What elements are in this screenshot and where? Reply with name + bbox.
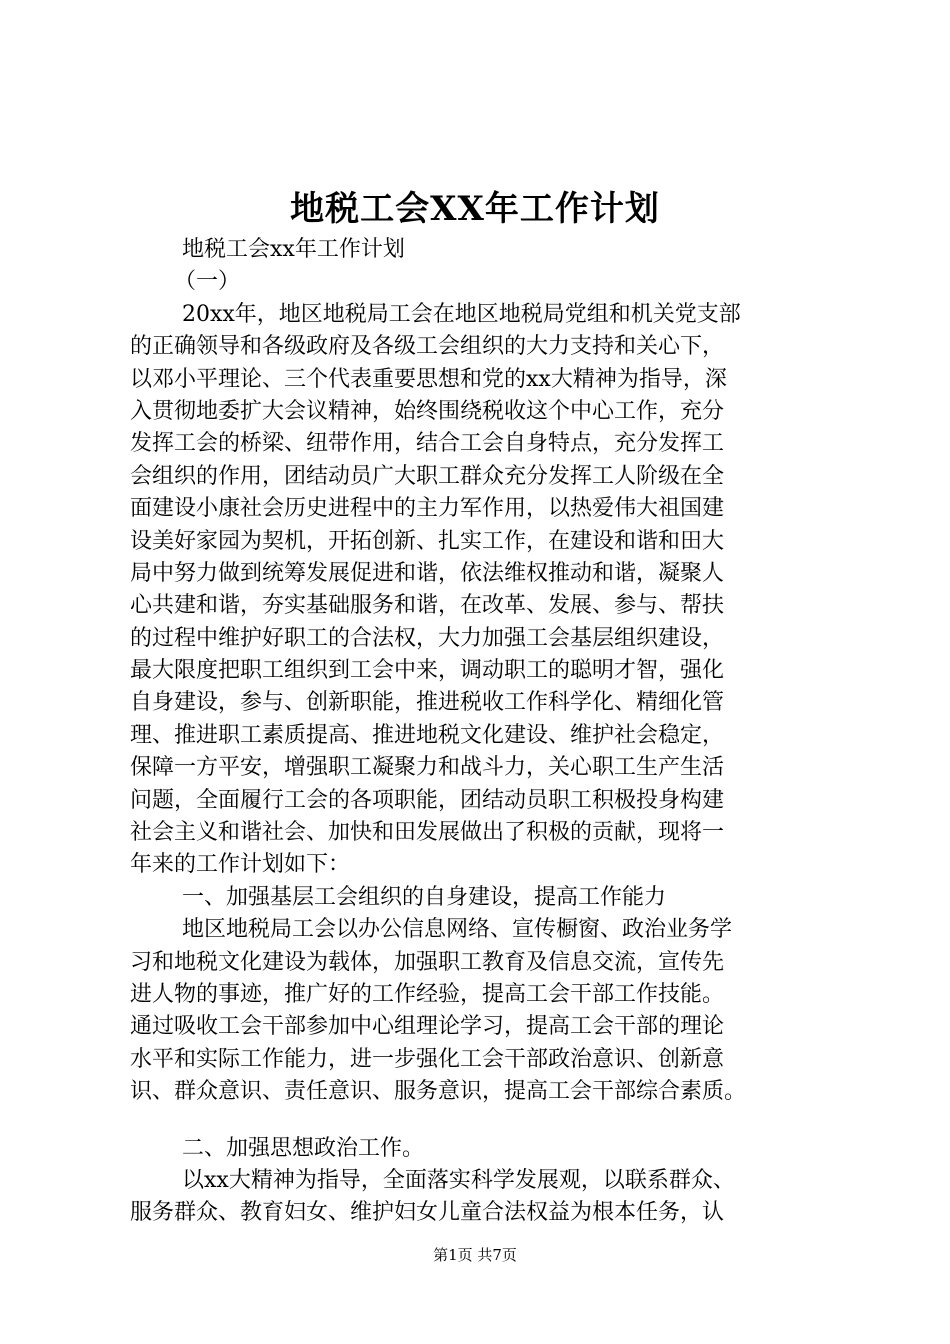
section-heading-2: 二、加强思想政治工作。 [182,1135,425,1161]
paragraph-line: 20xx年，地区地税局工会在地区地税局党组和机关党支部 [182,301,741,327]
paragraph-line: 的正确领导和各级政府及各级工会组织的大力支持和关心下， [130,334,725,360]
paragraph-line: 以xx大精神为指导，全面落实科学发展观，以联系群众、 [182,1167,735,1193]
document-subtitle: 地税工会xx年工作计划 [182,237,405,262]
paragraph-line: 问题，全面履行工会的各项职能，团结动员职工积极投身构建 [130,787,725,813]
paragraph-line: 进人物的事迹，推广好的工作经验，提高工会干部工作技能。 [130,981,725,1007]
document-title: 地税工会XX年工作计划 [290,189,660,229]
document-body [130,234,820,1230]
paragraph-line: 地区地税局工会以办公信息网络、宣传橱窗、政治业务学 [182,917,733,943]
paragraph-line: 年来的工作计划如下： [130,852,351,878]
paragraph-line: 保障一方平安，增强职工凝聚力和战斗力，关心职工生产生活 [130,755,725,781]
paragraph-line: 理、推进职工素质提高、推进地税文化建设、维护社会稳定， [130,722,725,748]
paragraph-line: 水平和实际工作能力，进一步强化工会干部政治意识、创新意 [130,1046,725,1072]
paragraph-line: 发挥工会的桥梁、纽带作用，结合工会自身特点，充分发挥工 [130,431,725,457]
paragraph-line: 入贯彻地委扩大会议精神，始终围绕税收这个中心工作，充分 [130,398,725,424]
paragraph-line: 会组织的作用，团结动员广大职工群众充分发挥工人阶级在全 [130,463,725,489]
page-footer: 第1页 共7页 [433,1246,517,1264]
paragraph-line: 设美好家园为契机，开拓创新、扎实工作，在建设和谐和田大 [130,528,725,554]
paragraph-line: 服务群众、教育妇女、维护妇女儿童合法权益为根本任务，认 [130,1200,725,1226]
paragraph-line: 以邓小平理论、三个代表重要思想和党的xx大精神为指导，深 [130,366,727,392]
paragraph-line: 识、群众意识、责任意识、服务意识，提高工会干部综合素质。 [130,1079,747,1105]
paragraph-line: 自身建设，参与、创新职能，推进税收工作科学化、精细化管 [130,690,725,716]
paragraph-line: 面建设小康社会历史进程中的主力军作用，以热爱伟大祖国建 [130,496,725,522]
paragraph-line: 最大限度把职工组织到工会中来，调动职工的聪明才智，强化 [130,658,725,684]
paragraph-line: 习和地税文化建设为载体，加强职工教育及信息交流，宣传先 [130,949,725,975]
paragraph-line: 社会主义和谐社会、加快和田发展做出了积极的贡献，现将一 [130,820,725,846]
paragraph-line: 心共建和谐，夯实基础服务和谐，在改革、发展、参与、帮扶 [130,593,725,619]
paragraph-line: 通过吸收工会干部参加中心组理论学习，提高工会干部的理论 [130,1014,725,1040]
paragraph-line: 的过程中维护好职工的合法权，大力加强工会基层组织建设， [130,625,725,651]
paragraph-line: 局中努力做到统筹发展促进和谐，依法维权推动和谐，凝聚人 [130,560,725,586]
section-marker: （一） [174,269,241,295]
paragraph-spacer [130,1109,820,1133]
section-heading-1: 一、加强基层工会组织的自身建设，提高工作能力 [182,884,667,910]
